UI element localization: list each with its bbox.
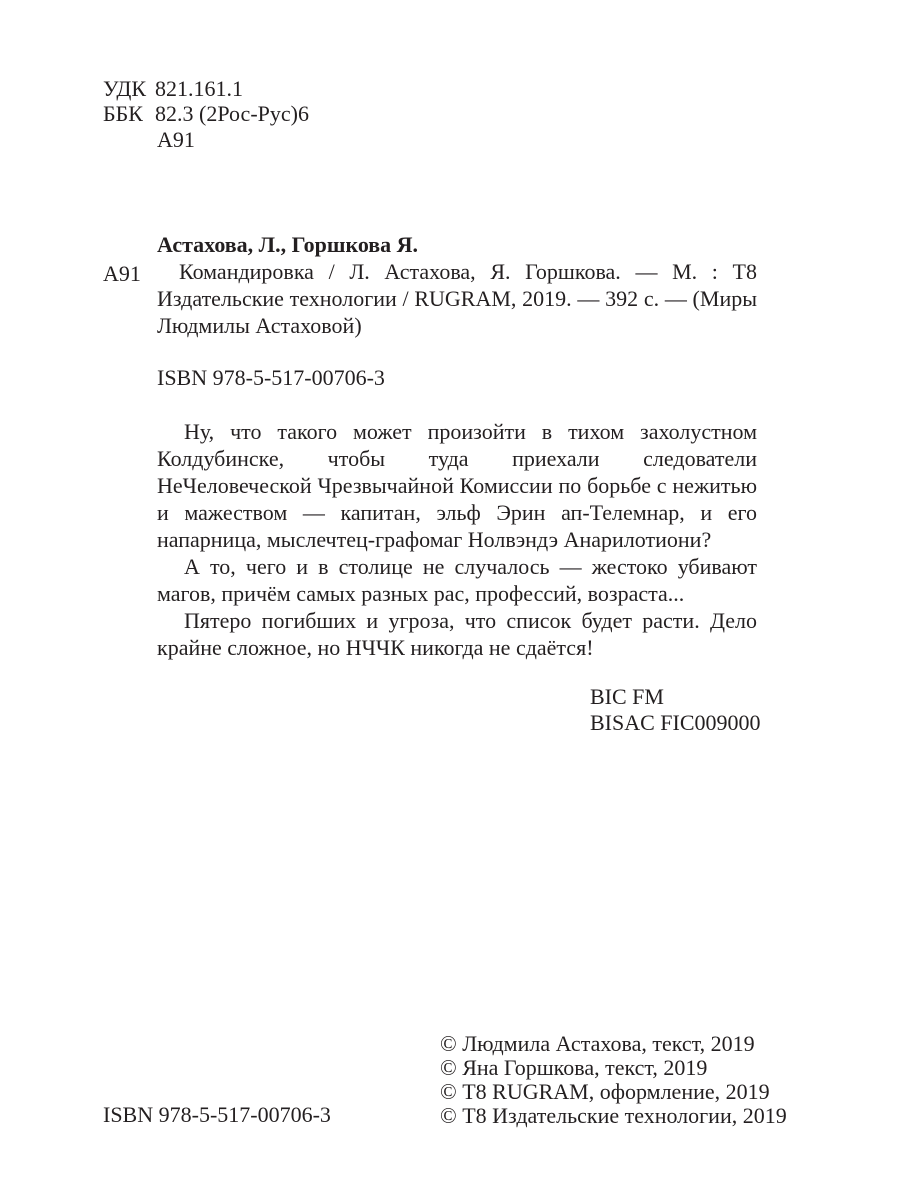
copyright-line-1: © Людмила Астахова, текст, 2019	[440, 1031, 755, 1056]
annotation	[157, 418, 757, 661]
bibliographic-description: Командировка / Л. Астахова, Я. Горшкова. — М. : Т8 Издательские технологии / RUGRAM, 2019. — 392 с. — (Миры Людмилы Астаховой)	[157, 259, 757, 338]
copyright-block	[440, 1032, 787, 1128]
bbk-value: 82.3 (2Рос-Рус)6	[155, 101, 309, 126]
bbk-line	[103, 103, 309, 125]
udk-line	[103, 78, 243, 100]
copyright-line-3: © Т8 RUGRAM, оформление, 2019	[440, 1079, 770, 1104]
author-code-top: А91	[157, 127, 195, 152]
author-code-margin: А91	[103, 261, 141, 286]
bbk-label: ББК	[103, 101, 143, 126]
copyright-line-2: © Яна Горшкова, текст, 2019	[440, 1055, 708, 1080]
isbn-main: ISBN 978-5-517-00706-3	[157, 365, 385, 390]
copyright-line-4: © Т8 Издательские технологии, 2019	[440, 1103, 787, 1128]
annotation-paragraph-3: Пятеро погибших и угроза, что список будет расти. Дело крайне сложное, но НЧЧК никогда не сдаётся!	[157, 608, 757, 660]
bic-code: BIC FM	[590, 684, 664, 709]
annotation-paragraph-2: А то, чего и в столице не случалось — жестоко убивают магов, причём самых разных рас, профессий, возраста...	[157, 554, 757, 606]
udk-label: УДК	[103, 76, 147, 101]
isbn-footer: ISBN 978-5-517-00706-3	[103, 1102, 331, 1127]
annotation-paragraph-1: Ну, что такого может произойти в тихом захолустном Колдубинске, чтобы туда приехали следователи НеЧеловеческой Чрезвычайной Комиссии по борьбе с нежитью и мажеством — капитан, эльф Эрин ап-Телемнар, и его напарница, мыслечтец-графомаг Нолвэндэ Анарилотиони?	[157, 419, 757, 552]
udk-value: 821.161.1	[155, 76, 243, 101]
bisac-code: BISAC FIC009000	[590, 710, 761, 735]
authors-heading: Астахова, Л., Горшкова Я.	[157, 232, 419, 257]
